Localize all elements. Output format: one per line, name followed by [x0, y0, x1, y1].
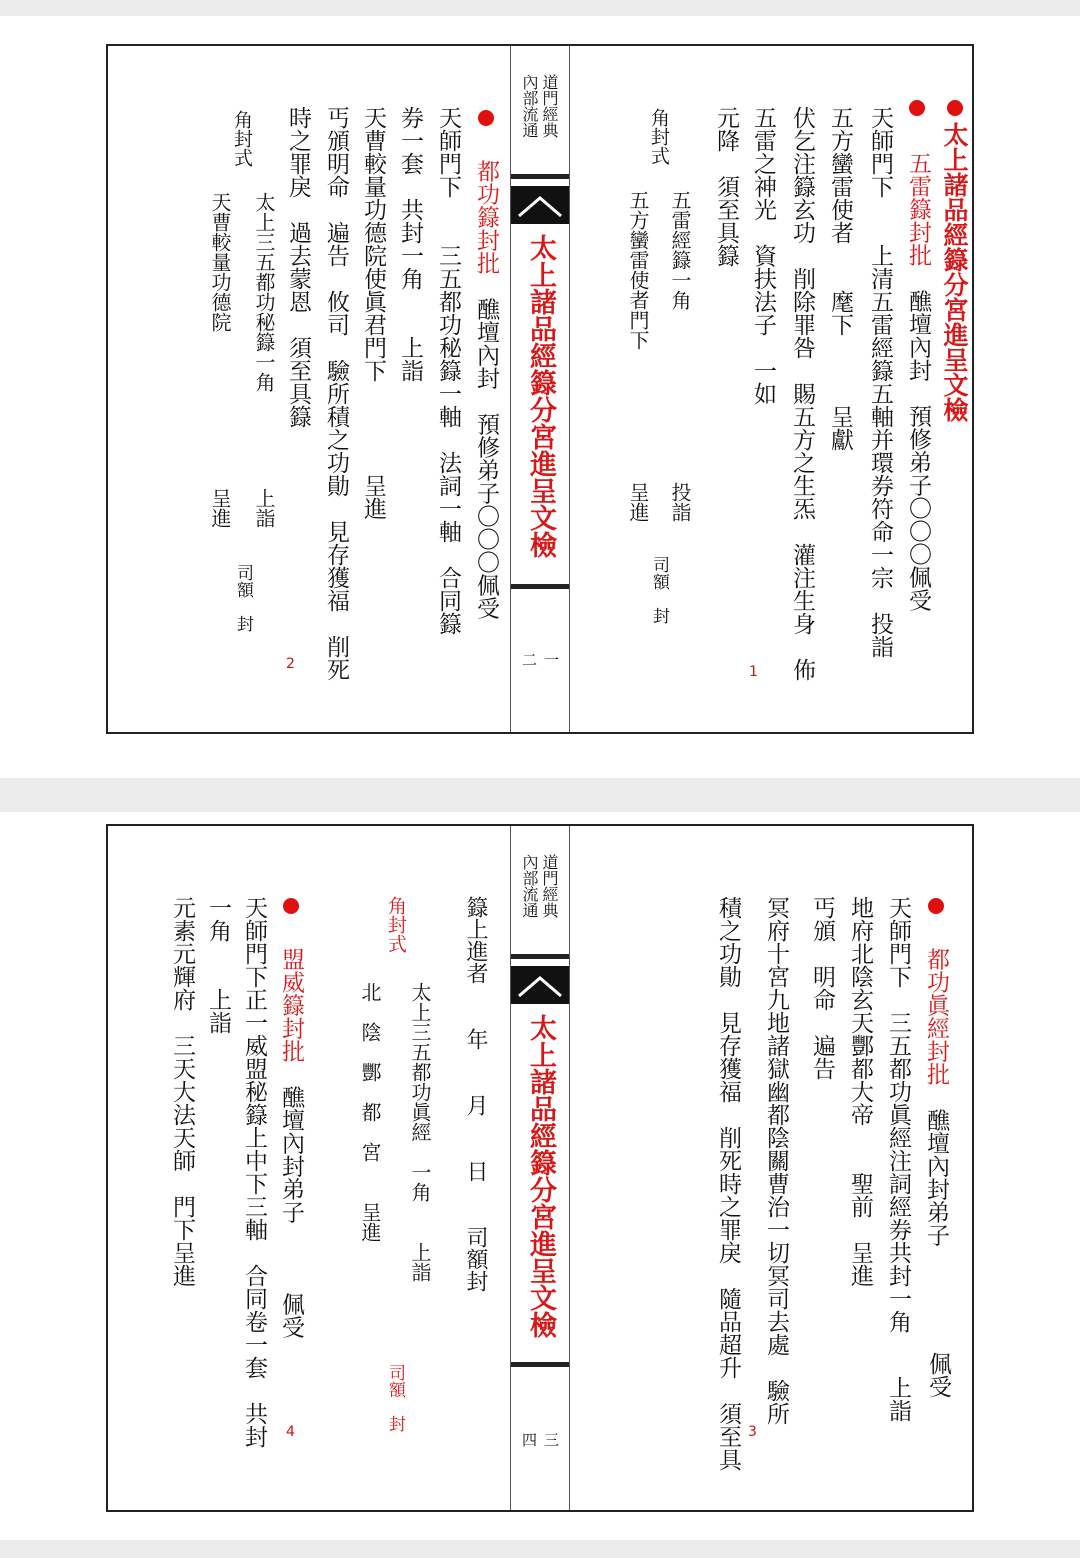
header-line-2: 內部流通 [520, 74, 539, 138]
text-line: 時之罪戾 過去蒙恩 須至具籙 [285, 106, 311, 428]
page-marker: 2 [286, 656, 295, 672]
red-dot-marker [909, 100, 925, 116]
fishtail-mark [511, 966, 569, 1004]
red-dot-marker [928, 898, 944, 914]
text-line: 上詣 [885, 1376, 911, 1422]
page-marker: 4 [286, 1424, 295, 1440]
text-line: 投詣 [668, 482, 692, 522]
section-title: 都功籙封批 醮壇內封 預修弟子〇〇〇佩受 [473, 159, 499, 620]
red-dot-marker [283, 898, 299, 914]
text-line: 五方蠻雷使者門下 [626, 190, 650, 350]
text-line: 天師門下 三五都功秘籙一軸 法詞一軸 合同籙 [435, 106, 461, 635]
text-line: 司額 封 [233, 564, 253, 632]
text-line: 一角 上詣 [205, 896, 231, 1034]
middle-band [0, 778, 1080, 812]
bottom-band [0, 1540, 1080, 1558]
text-line: 太上三五都功秘籙一角 [252, 192, 276, 392]
red-label: 都功眞經封批 [923, 947, 949, 1086]
seal-format-label: 角封式 [648, 108, 670, 165]
text-line: 天曹較量功德院 [208, 192, 232, 332]
text-line: 佩受 [925, 1352, 951, 1398]
header-line-1: 道門經典 [540, 74, 559, 138]
red-label: 都功籙封批 [473, 159, 499, 275]
red-dot-marker [478, 110, 494, 126]
text-line: 伏乞注籙玄功 削除罪咎 賜五方之生炁 灌注生身 佈 [789, 106, 815, 681]
center-title: 太上諸品經籙分宮進呈文檢 [525, 1014, 556, 1338]
text-line: 太上三五都功眞經 一角 上詣 [408, 982, 432, 1282]
text-line: 天曹較量功德院使眞君門下 呈進 [360, 106, 386, 520]
text-line: 五方蠻雷使者 麾下 呈獻 [827, 106, 853, 451]
fold-rule [511, 1362, 569, 1367]
page-heading: 太上諸品經籙分宮進呈文檢 [940, 122, 969, 422]
text-line: 元降 須至具籙 [713, 106, 739, 267]
page-marker: 3 [748, 1424, 757, 1440]
text-line: 五雷經籙一角 [668, 190, 692, 310]
folio-right: 一 [542, 652, 560, 667]
text-line: 天師門下 上清五雷經籙五軸并環券符命一宗 投詣 [867, 106, 893, 658]
text-line: 丐頒 明命 遍告 [809, 896, 835, 1080]
text-line: 呈進 [626, 482, 650, 522]
center-fold [510, 826, 570, 1510]
fold-rule [511, 954, 569, 959]
text-line: 北 陰 酆 都 宮 呈進 [358, 982, 382, 1242]
section-title: 五雷籙封批 醮壇內封 預修弟子〇〇〇佩受 [905, 151, 931, 612]
text-line: 司額 封 [649, 556, 669, 624]
top-band [0, 0, 1080, 16]
section-title: 盟威籙封批 醮壇內封弟子 佩受 [278, 947, 304, 1339]
header-line-2: 內部流通 [520, 854, 539, 918]
header-line-1: 道門經典 [540, 854, 559, 918]
text-line: 天師門下正一威盟秘籙上中下三軸 合同卷一套 共封 [241, 896, 267, 1448]
text-line: 天師門下 三五都功眞經注詞經券共封一角 [885, 896, 911, 1333]
red-dot-marker [947, 100, 963, 116]
seal-format-label: 角封式 [385, 896, 407, 953]
seal-format-label: 角封式 [231, 110, 253, 167]
center-title: 太上諸品經籙分宮進呈文檢 [525, 234, 556, 558]
text-line: 冥府十宮九地諸獄幽都陰關曹治一切冥司去處 驗所 [763, 896, 789, 1425]
folio-left: 二 [520, 652, 538, 667]
text-line: 五雷之神光 資扶法子 一如 [750, 106, 776, 405]
book-spread-1 [106, 44, 974, 734]
text-line: 司額 封 [385, 1364, 405, 1432]
red-label: 盟威籙封批 [278, 947, 304, 1063]
text-line: 積之功勛 見存獲福 削死時之罪戾 隨品超升 須至具 [715, 896, 741, 1471]
section-title: 都功眞經封批 醮壇內封弟子 [923, 947, 949, 1247]
text-line: 丐頒明命 遍告 攸司 驗所積之功勛 見存獲福 削死 [323, 106, 349, 681]
text-line: 呈進 [208, 488, 232, 528]
text-line: 元素元輝府 三天大法天師 門下呈進 [169, 896, 195, 1287]
text-line: 上詣 [252, 488, 276, 528]
red-label: 五雷籙封批 [905, 151, 931, 267]
page-marker: 1 [749, 664, 758, 680]
text-line: 券一套 共封一角 上詣 [397, 106, 423, 382]
text-line: 籙上進者 年 月 日 司額封 [463, 896, 488, 1292]
folio-left: 四 [520, 1432, 538, 1447]
text-line: 地府北陰玄天酆都大帝 聖前 呈進 [847, 896, 873, 1287]
folio-right: 三 [542, 1432, 560, 1447]
book-spread-2 [106, 824, 974, 1512]
